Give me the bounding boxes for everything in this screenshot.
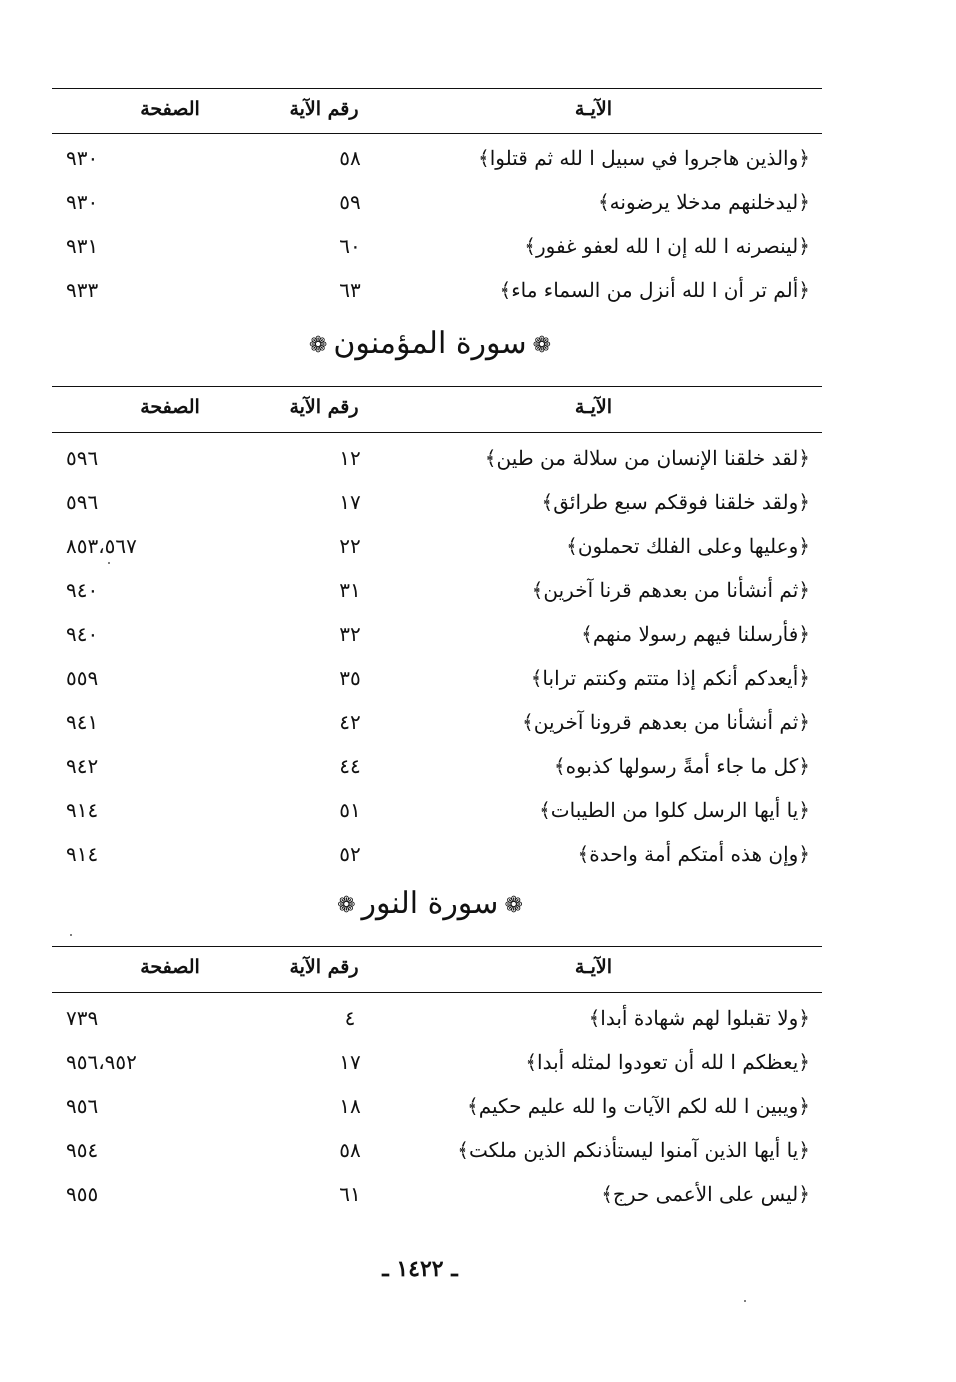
scan-speck [744,1300,746,1302]
page-ref: ٩٤٢ [66,754,99,778]
table-row [52,138,822,182]
ornament-icon: ❁ [532,332,552,358]
scan-speck [108,562,110,564]
page-ref: ٨٥٣،٥٦٧ [66,534,137,558]
verse-number: ١٨ [339,1094,361,1118]
verse-number: ٣٢ [339,622,361,646]
page-ref: ٩٤٠ [66,578,99,602]
surah-name: سورة النور [361,886,499,921]
verse-text: ﴿يا أيها الذين آمنوا ليستأذنكم الذين ملكت﴾ [457,1138,810,1162]
page-ref: ٥٩٦ [66,446,99,470]
table-row [52,1130,822,1174]
page-ref: ٥٥٩ [66,666,99,690]
table-row [52,746,822,790]
table-row [52,438,822,482]
page-ref: ٩٤٠ [66,622,99,646]
verse-number: ٣٥ [339,666,361,690]
table-row [52,570,822,614]
page-ref: ٩٥٥ [66,1182,99,1206]
verse-number: ٤ [344,1006,356,1030]
header-verse: الآيـة [574,956,612,978]
table-row [52,182,822,226]
page-number: ـ ١٤٢٢ ـ [382,1256,458,1282]
surah-title-nur [230,886,630,921]
verse-text: ﴿ويبين ا لله لكم الآيات وا لله عليم حكيم﴾ [466,1094,810,1118]
table-row [52,482,822,526]
surah-name: سورة المؤمنون [333,326,527,361]
header-verse-number: رقم الآية [289,98,359,120]
verse-number: ٢٢ [339,534,361,558]
scan-speck [70,934,72,936]
table-header [52,88,822,130]
table-header [52,386,822,428]
verse-number: ٦٣ [339,278,361,302]
verse-text: ﴿ليدخلنهم مدخلا يرضونه﴾ [597,190,810,214]
verse-text: ﴿فأرسلنا فيهم رسولا منهم﴾ [581,622,810,646]
page-ref: ٩٥٦ [66,1094,99,1118]
verse-number: ٤٢ [339,710,361,734]
page-ref: ٩٤١ [66,710,99,734]
verse-text: ﴿لقد خلقنا الإنسان من سلالة من طين﴾ [484,446,810,470]
table-row [52,270,822,314]
header-verse: الآيـة [574,98,612,120]
header-page: الصفحة [140,956,200,978]
table-header [52,946,822,988]
verse-number: ٣١ [339,578,361,602]
verse-text: ﴿كل ما جاء أمةً رسولها كذبوه﴾ [553,754,810,778]
verse-text: ﴿يعظكم ا لله أن تعودوا لمثله أبدا﴾ [525,1050,810,1074]
verse-number: ٥٩ [339,190,361,214]
verse-number: ٤٤ [339,754,361,778]
page-ref: ٩٣٠ [66,146,99,170]
verse-text: ﴿ولا تقبلوا لهم شهادة أبدا﴾ [588,1006,810,1030]
table-row [52,614,822,658]
surah-title-muminun [230,326,630,361]
page-ref: ٩٥٤ [66,1138,99,1162]
page-ref: ٧٣٩ [66,1006,99,1030]
header-page: الصفحة [140,98,200,120]
ornament-icon: ❁ [504,892,523,918]
ornament-icon: ❁ [308,332,328,358]
table-row [52,834,822,878]
page-ref: ٩١٤ [66,842,99,866]
header-page: الصفحة [140,396,200,418]
header-verse: الآيـة [574,396,612,418]
header-verse-number: رقم الآية [289,956,359,978]
verse-number: ٦١ [339,1182,361,1206]
verse-text: ﴿لينصرنه ا لله إن ا لله لعفو غفور﴾ [524,234,810,258]
verse-text: ﴿وإن هذه أمتكم أمة واحدة﴾ [577,842,810,866]
verse-number: ٥١ [339,798,361,822]
page-ref: ٩٣١ [66,234,99,258]
verse-text: ﴿ولقد خلقنا فوقكم سبع طرائق﴾ [541,490,810,514]
header-rule [52,133,822,134]
table-row [52,1174,822,1218]
table-row [52,998,822,1042]
verse-number: ٥٨ [339,1138,361,1162]
verse-number: ١٧ [339,490,361,514]
header-verse-number: رقم الآية [289,396,359,418]
page-ref: ٩٣٣ [66,278,99,302]
page-ref: ٥٩٦ [66,490,99,514]
verse-text: ﴿والذين هاجروا في سبيل ا لله ثم قتلوا﴾ [478,146,810,170]
table-row [52,526,822,570]
verse-text: ﴿أيعدكم أنكم إذا متتم وكنتم ترابا﴾ [530,666,810,690]
verse-number: ١٧ [339,1050,361,1074]
ornament-icon: ❁ [337,892,356,918]
verse-number: ٥٨ [339,146,361,170]
verse-number: ١٢ [339,446,361,470]
page-ref: ٩١٤ [66,798,99,822]
page-ref: ٩٥٦،٩٥٢ [66,1050,137,1074]
header-rule [52,992,822,993]
verse-text: ﴿ألم تر أن ا لله أنزل من السماء ماء﴾ [499,278,810,302]
verse-text: ﴿ثم أنشأنا من بعدهم قرنا آخرين﴾ [531,578,810,602]
verse-text: ﴿ثم أنشأنا من بعدهم قرونا آخرين﴾ [522,710,810,734]
verse-text: ﴿وعليها وعلى الفلك تحملون﴾ [566,534,810,558]
table-row [52,658,822,702]
page-ref: ٩٣٠ [66,190,99,214]
table-row [52,1086,822,1130]
verse-text: ﴿يا أيها الرسل كلوا من الطيبات﴾ [539,798,810,822]
verse-number: ٦٠ [339,234,361,258]
table-row [52,790,822,834]
verse-text: ﴿ليس على الأعمى حرج﴾ [601,1182,810,1206]
table-row [52,1042,822,1086]
header-rule [52,432,822,433]
table-row [52,226,822,270]
table-row [52,702,822,746]
verse-number: ٥٢ [339,842,361,866]
